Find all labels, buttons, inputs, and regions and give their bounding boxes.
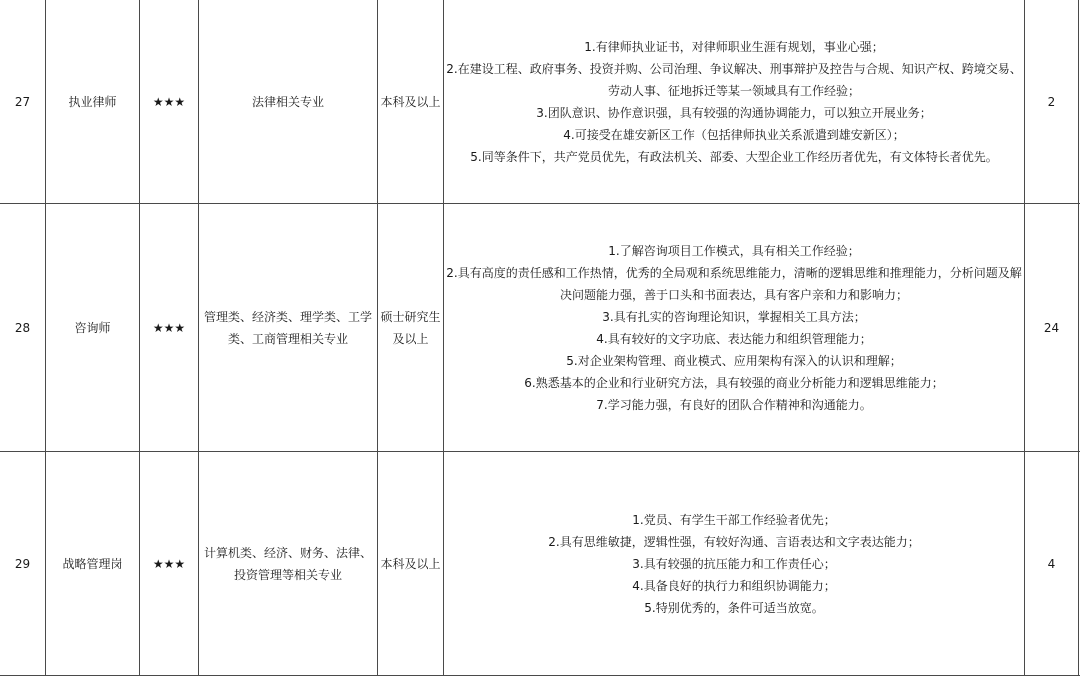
job-requirements [444, 0, 1025, 204]
requirement-item: 3.具有较强的抗压能力和工作责任心； [632, 556, 836, 571]
position-name: 咨询师 [46, 204, 140, 452]
level-stars: ★★★ [140, 204, 199, 452]
position-name: 执业律师 [46, 0, 140, 204]
row-number: 29 [0, 452, 46, 676]
requirement-item: 4.可接受在雄安新区工作（包括律师执业关系派遣到雄安新区）； [563, 127, 905, 142]
table-row [0, 452, 1080, 676]
headcount: 2 [1025, 0, 1079, 204]
major-requirement: 计算机类、经济、财务、法律、投资管理等相关专业 [199, 452, 378, 676]
requirement-item: 2.具有高度的责任感和工作热情，优秀的全局观和系统思维能力，清晰的逻辑思维和推理能力，分析问题及解决问题能力强，善于口头和书面表达，具有客户亲和力和影响力； [446, 265, 1022, 302]
job-requirements [444, 452, 1025, 676]
level-stars: ★★★ [140, 0, 199, 204]
row-number: 28 [0, 204, 46, 452]
requirement-item: 4.具备良好的执行力和组织协调能力； [632, 578, 836, 593]
job-requirements [444, 204, 1025, 452]
requirement-item: 2.具有思维敏捷，逻辑性强，有较好沟通、言语表达和文字表达能力； [548, 534, 920, 549]
education-requirement: 本科及以上 [378, 0, 444, 204]
education-requirement: 本科及以上 [378, 452, 444, 676]
major-requirement: 管理类、经济类、理学类、工学类、工商管理相关专业 [199, 204, 378, 452]
requirement-item: 1.有律师执业证书，对律师职业生涯有规划，事业心强； [584, 39, 884, 54]
requirement-item: 4.具有较好的文字功底、表达能力和组织管理能力； [596, 331, 872, 346]
education-requirement: 硕士研究生及以上 [378, 204, 444, 452]
requirement-item: 1.了解咨询项目工作模式，具有相关工作经验； [608, 243, 860, 258]
requirement-item: 5.同等条件下，共产党员优先，有政法机关、部委、大型企业工作经历者优先，有文体特长者优先。 [470, 149, 998, 164]
requirement-item: 1.党员、有学生干部工作经验者优先； [632, 512, 836, 527]
row-number: 27 [0, 0, 46, 204]
requirement-item: 5.特别优秀的，条件可适当放宽。 [644, 600, 824, 615]
requirement-item: 2.在建设工程、政府事务、投资并购、公司治理、争议解决、刑事辩护及控告与合规、知识产权、跨境交易、劳动人事、征地拆迁等某一领域具有工作经验； [446, 61, 1022, 98]
headcount: 4 [1025, 452, 1079, 676]
requirement-item: 6.熟悉基本的企业和行业研究方法，具有较强的商业分析能力和逻辑思维能力； [524, 375, 944, 390]
major-requirement: 法律相关专业 [199, 0, 378, 204]
table-row [0, 0, 1080, 204]
requirement-item: 3.团队意识、协作意识强，具有较强的沟通协调能力，可以独立开展业务； [536, 105, 932, 120]
table-row [0, 204, 1080, 452]
level-stars: ★★★ [140, 452, 199, 676]
requirement-item: 3.具有扎实的咨询理论知识，掌握相关工具方法； [602, 309, 866, 324]
requirement-item: 7.学习能力强，有良好的团队合作精神和沟通能力。 [596, 397, 872, 412]
position-name: 战略管理岗 [46, 452, 140, 676]
headcount: 24 [1025, 204, 1079, 452]
requirement-item: 5.对企业架构管理、商业模式、应用架构有深入的认识和理解； [566, 353, 902, 368]
